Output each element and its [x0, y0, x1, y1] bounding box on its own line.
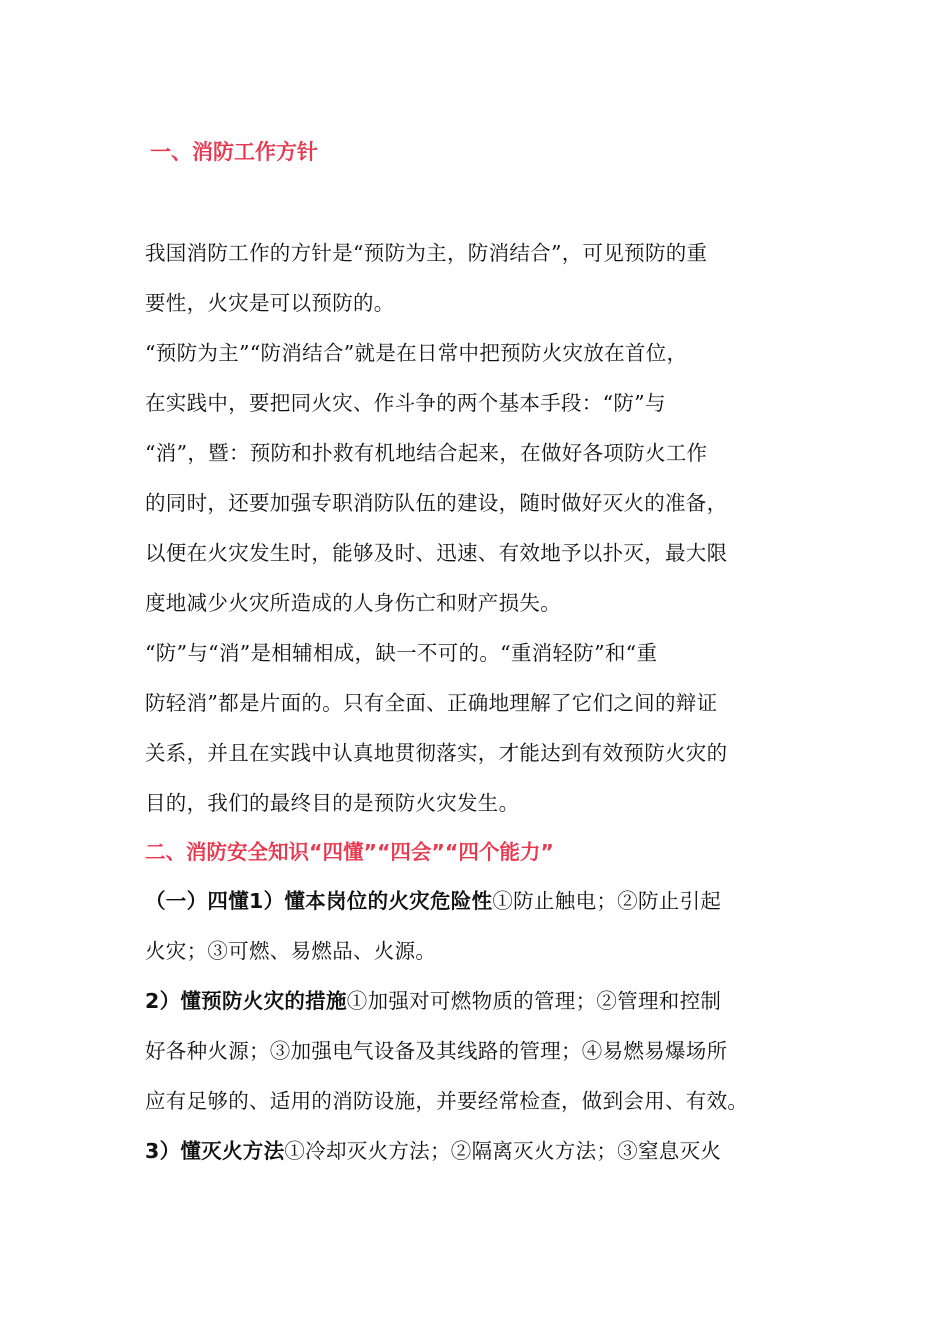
item-1-line	[145, 884, 721, 914]
item-3-text: ①冷却灭火方法；②隔离灭火方法；③窒息灭火	[284, 1139, 722, 1163]
item-3-line	[145, 1134, 721, 1164]
section-heading-1: 一、消防工作方针	[150, 140, 318, 164]
item-2-continuation: 应有足够的、适用的消防设施，并要经常检查，做到会用、有效。	[145, 1089, 749, 1113]
paragraph-line: 防轻消”都是片面的。只有全面、正确地理解了它们之间的辩证	[145, 691, 718, 715]
paragraph-line: “防”与“消”是相辅相成，缺一不可的。“重消轻防”和“重	[145, 641, 658, 665]
item-1-text: ①防止触电；②防止引起	[492, 889, 722, 913]
paragraph-line: 关系，并且在实践中认真地贯彻落实，才能达到有效预防火灾的	[145, 741, 728, 765]
paragraph-line: 以便在火灾发生时，能够及时、迅速、有效地予以扑灭，最大限	[145, 541, 728, 565]
paragraph-line: 要性，火灾是可以预防的。	[145, 291, 395, 315]
item-2-text: ①加强对可燃物质的管理；②管理和控制	[346, 989, 722, 1013]
item-2-continuation: 好各种火源；③加强电气设备及其线路的管理；④易燃易爆场所	[145, 1039, 728, 1063]
paragraph-line: “预防为主”“防消结合”就是在日常中把预防火灾放在首位，	[145, 341, 688, 365]
paragraph-line: 目的，我们的最终目的是预防火灾发生。	[145, 791, 520, 815]
paragraph-line: “消”，暨：预防和扑救有机地结合起来，在做好各项防火工作	[145, 441, 708, 465]
item-1-continuation: 火灾；③可燃、易燃品、火源。	[145, 939, 437, 963]
paragraph-line: 度地减少火灾所造成的人身伤亡和财产损失。	[145, 591, 561, 615]
section-heading-2: 二、消防安全知识“四懂”“四会”“四个能力”	[145, 840, 554, 864]
item-2-title: 2）懂预防火灾的措施	[145, 989, 347, 1013]
paragraph-line: 我国消防工作的方针是“预防为主，防消结合”，可见预防的重	[145, 241, 708, 265]
item-2-line	[145, 984, 721, 1014]
paragraph-line: 的同时，还要加强专职消防队伍的建设，随时做好灭火的准备，	[145, 491, 728, 515]
item-3-title: 3）懂灭火方法	[145, 1139, 285, 1163]
item-1-title: （一）四懂1）懂本岗位的火灾危险性	[145, 889, 493, 913]
paragraph-line: 在实践中，要把同火灾、作斗争的两个基本手段：“防”与	[145, 391, 666, 415]
